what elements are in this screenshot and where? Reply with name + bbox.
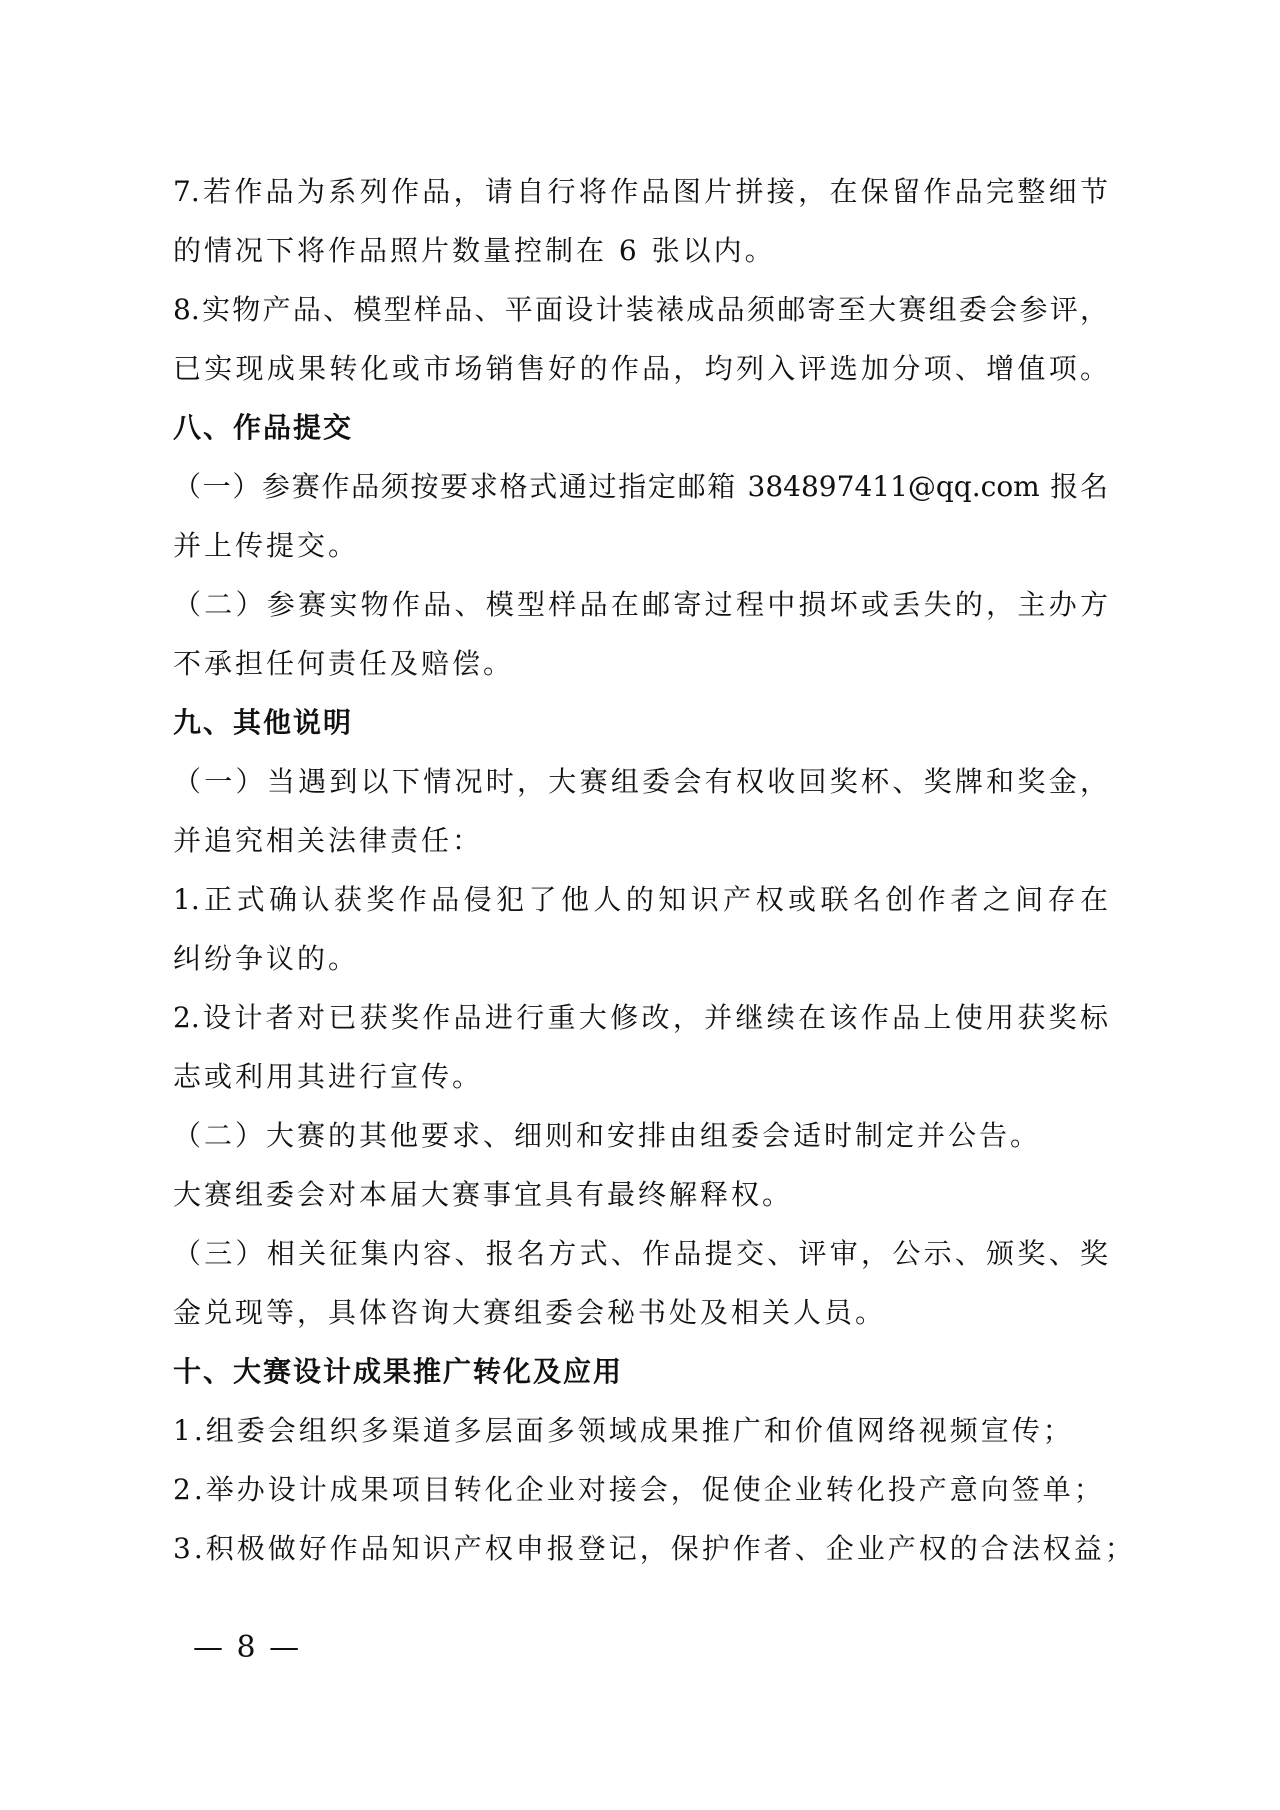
paragraph-line: （二）参赛实物作品、模型样品在邮寄过程中损坏或丢失的，主办方 bbox=[173, 588, 1108, 621]
paragraph-line: 已实现成果转化或市场销售好的作品，均列入评选加分项、增值项。 bbox=[173, 352, 1108, 385]
paragraph-line: 2.设计者对已获奖作品进行重大修改，并继续在该作品上使用获奖标 bbox=[173, 1001, 1108, 1034]
paragraph-line: 1.组委会组织多渠道多层面多领域成果推广和价值网络视频宣传； bbox=[173, 1414, 1074, 1447]
paragraph-line: （二）大赛的其他要求、细则和安排由组委会适时制定并公告。 bbox=[173, 1119, 1042, 1152]
section-heading: 九、其他说明 bbox=[173, 706, 354, 739]
paragraph-line: 不承担任何责任及赔偿。 bbox=[173, 647, 515, 680]
paragraph-line: 1.正式确认获奖作品侵犯了他人的知识产权或联名创作者之间存在 bbox=[173, 883, 1108, 916]
page-number: — 8 — bbox=[193, 1630, 302, 1665]
paragraph-line: 并追究相关法律责任： bbox=[173, 824, 484, 857]
section-heading: 十、大赛设计成果推广转化及应用 bbox=[173, 1355, 624, 1388]
paragraph-line: 并上传提交。 bbox=[173, 529, 360, 562]
paragraph-line: 大赛组委会对本届大赛事宜具有最终解释权。 bbox=[173, 1178, 794, 1211]
paragraph-line: （一）参赛作品须按要求格式通过指定邮箱 384897411@qq.com 报名 bbox=[173, 470, 1108, 503]
paragraph-line: （三）相关征集内容、报名方式、作品提交、评审，公示、颁奖、奖 bbox=[173, 1237, 1108, 1270]
paragraph-line: 纠纷争议的。 bbox=[173, 942, 360, 975]
section-heading: 八、作品提交 bbox=[173, 411, 354, 444]
paragraph-line: 志或利用其进行宣传。 bbox=[173, 1060, 484, 1093]
paragraph-line: 金兑现等，具体咨询大赛组委会秘书处及相关人员。 bbox=[173, 1296, 887, 1329]
paragraph-line: 2.举办设计成果项目转化企业对接会，促使企业转化投产意向签单； bbox=[173, 1473, 1105, 1506]
paragraph-line: 8.实物产品、模型样品、平面设计装裱成品须邮寄至大赛组委会参评， bbox=[173, 293, 1108, 326]
paragraph-line: 的情况下将作品照片数量控制在 6 张以内。 bbox=[173, 234, 776, 267]
paragraph-line: （一）当遇到以下情况时，大赛组委会有权收回奖杯、奖牌和奖金， bbox=[173, 765, 1108, 798]
paragraph-line: 7.若作品为系列作品，请自行将作品图片拼接，在保留作品完整细节 bbox=[173, 175, 1108, 208]
paragraph-line: 3.积极做好作品知识产权申报登记，保护作者、企业产权的合法权益； bbox=[173, 1532, 1136, 1565]
